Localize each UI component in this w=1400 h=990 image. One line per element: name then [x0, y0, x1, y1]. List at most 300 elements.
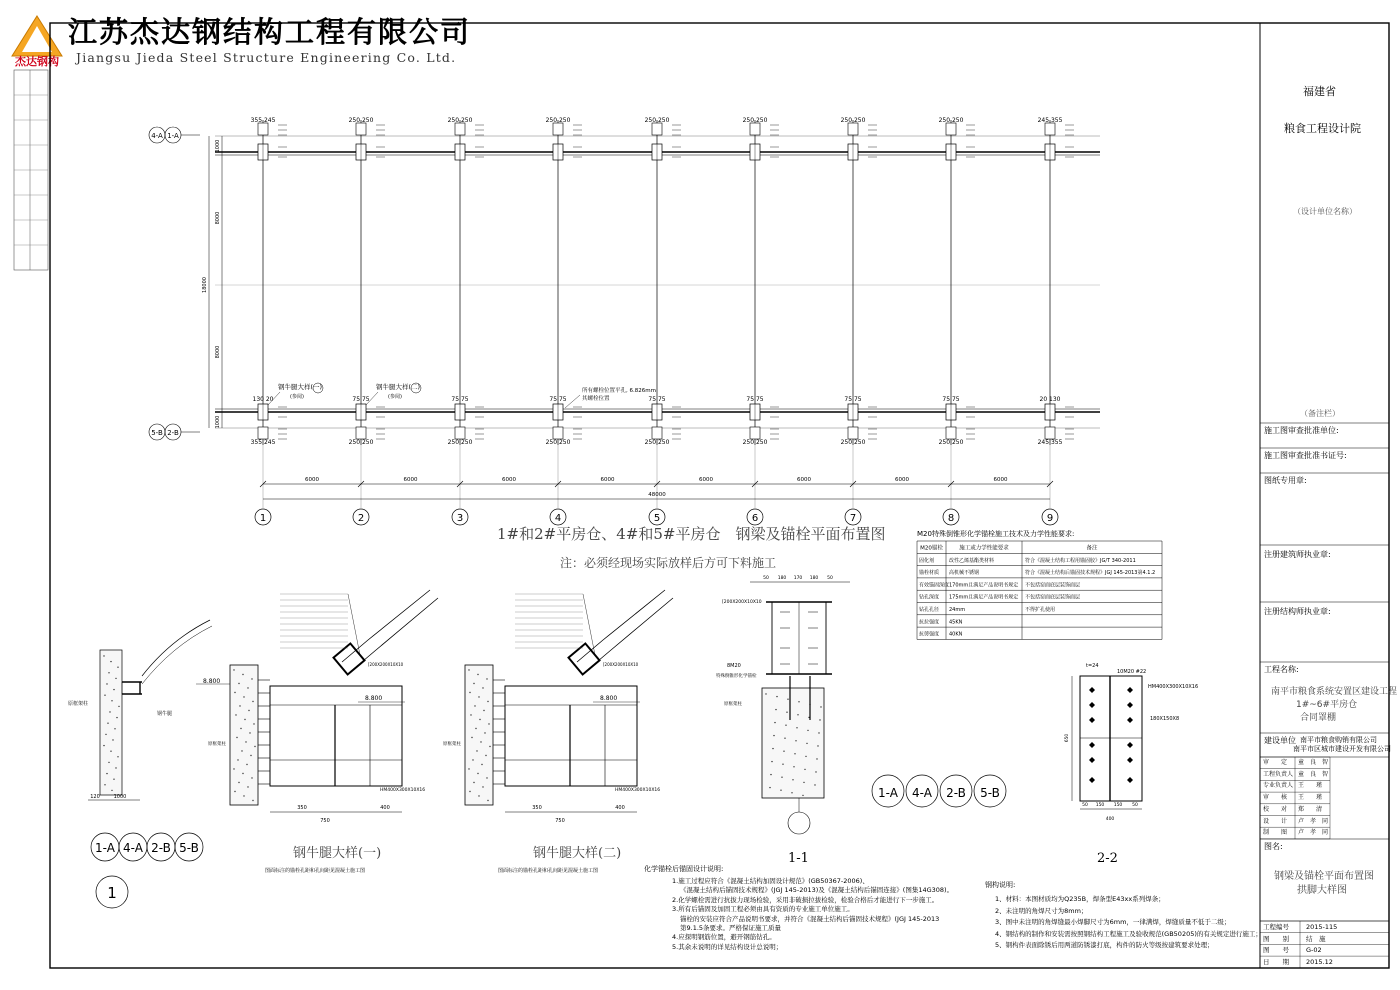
bolt-symbol: [1127, 742, 1133, 748]
concrete-dot: [242, 773, 243, 774]
bolt-plate: [652, 427, 662, 439]
bracket-2-frame: [505, 686, 637, 786]
bolt-table-cell: 40KN: [949, 631, 963, 638]
concrete-dot: [118, 706, 119, 707]
tb-project-name-3: 合同罩棚: [1300, 713, 1337, 723]
tb-role-4: 校 对: [1263, 805, 1288, 813]
concrete-dot: [483, 710, 484, 711]
concrete-dot: [117, 667, 118, 668]
top-bolt-dim: 355 245: [250, 117, 276, 124]
concrete-dot: [244, 719, 245, 720]
tb-project-name-2: 1#~6#平房仓: [1296, 700, 1358, 710]
concrete-dot: [774, 722, 775, 723]
tb-client-2: 南平市区城市建设开发有限公司: [1293, 745, 1391, 753]
bay-dim: 6000: [895, 477, 909, 483]
concrete-dot: [770, 774, 771, 775]
concrete-dot: [250, 755, 251, 756]
concrete-dot: [781, 777, 782, 778]
tb-drawing-name-2: 拱脚大样图: [1297, 885, 1347, 896]
axis-number-9: 9: [1046, 513, 1054, 524]
bay-dim: 6000: [699, 477, 713, 483]
concrete-dot: [252, 701, 253, 702]
bolt-table-cell: 固化剂: [919, 557, 935, 564]
bolt-table-cell: 不包括窑面底层装饰面层: [1025, 594, 1081, 601]
tb-role-5: 设 计: [1263, 817, 1288, 825]
concrete-dot: [792, 779, 793, 780]
bottom-bolt-dim: 250 250: [545, 439, 571, 446]
concrete-dot: [469, 692, 470, 693]
bolt-symbol: [1127, 717, 1133, 723]
mid-bolt-dim: 130 20: [252, 396, 274, 403]
concrete-dot: [797, 714, 798, 715]
dim: 1000: [113, 794, 127, 800]
detail-row-label: 1-A: [95, 841, 115, 855]
concrete-dot: [795, 740, 796, 741]
top-bolt-dim: 250 250: [348, 117, 374, 124]
concrete-dot: [815, 771, 816, 772]
concrete-dot: [803, 782, 804, 783]
bolt-plate: [1045, 427, 1055, 439]
bolt-table-cell: 改性乙烯基酯类材料: [949, 557, 995, 564]
tb-review-unit: 施工图审查批准单位:: [1264, 426, 1339, 435]
tb-meta-val-0: 2015-115: [1306, 923, 1338, 931]
concrete-dot: [489, 746, 490, 747]
concrete-dot: [482, 687, 483, 688]
axis-number-6: 6: [751, 513, 759, 524]
concrete-dot: [111, 790, 112, 791]
concrete-dot: [470, 714, 471, 715]
tb-meta-key-0: 工程编号: [1263, 923, 1289, 931]
bolt-symbol: [1089, 702, 1095, 708]
steel-note-line-0: 1、材料：本图材质均为Q235B，焊条型E43xx系列焊条；: [995, 895, 1165, 903]
bay-dim: 6000: [403, 477, 418, 483]
section-row-label: 5-B: [980, 786, 1000, 800]
tb-institute: 粮食工程设计院: [1284, 122, 1361, 135]
concrete-dot: [106, 683, 107, 684]
bracket-2-column: [465, 665, 493, 805]
concrete-dot: [786, 712, 787, 713]
concrete-dot: [477, 674, 478, 675]
concrete-dot: [238, 782, 239, 783]
axis-circle-label: 1: [107, 884, 117, 902]
section-1-title: 1-1: [788, 851, 809, 866]
concrete-dot: [246, 764, 247, 765]
concrete-dot: [113, 779, 114, 780]
concrete-dot: [479, 719, 480, 720]
concrete-dot: [245, 741, 246, 742]
dim: 350: [532, 805, 542, 811]
tb-drawing-name-label: 图名:: [1264, 842, 1283, 851]
tb-role-name-1: 童 良 智: [1298, 770, 1329, 778]
axis-number-4: 4: [554, 513, 562, 524]
concrete-dot: [793, 766, 794, 767]
bolt-plate: [652, 123, 662, 135]
concrete-dot: [108, 762, 109, 763]
vert-dim: 1000: [215, 139, 221, 153]
concrete-dot: [486, 777, 487, 778]
bottom-row-label-b: 2-B: [167, 429, 179, 437]
concrete-dot: [817, 745, 818, 746]
bolt-plate: [455, 123, 465, 135]
dim: 180: [809, 576, 819, 581]
concrete-dot: [787, 699, 788, 700]
dim: 150: [1095, 803, 1105, 808]
bolt-symbol: [1127, 757, 1133, 763]
dim: 50: [1132, 803, 1138, 808]
steel-note-line-3: 4、钢结构的制作和安装需按照钢结构工程施工及验收规范(GB50205)的有关规定进行施工；: [995, 929, 1262, 938]
bolt-symbol: [1089, 717, 1095, 723]
bolt-table-cell: 抗剪强度: [919, 631, 940, 638]
concrete-dot: [247, 786, 248, 787]
mid-bolt-dim: 75 75: [746, 396, 764, 403]
bolt-plate: [258, 123, 268, 135]
concrete-dot: [234, 692, 235, 693]
axis-number-2: 2: [357, 513, 365, 524]
tb-client-label: 建设单位: [1264, 736, 1296, 745]
bolt-symbol: [1089, 777, 1095, 783]
concrete-dot: [804, 769, 805, 770]
dim: 120: [90, 794, 100, 800]
detail-row-label: 4-A: [123, 841, 143, 855]
bracket-1-hm: HM400X300X10X16: [380, 788, 426, 793]
chem-note-line-1: 《混凝土结构后锚固技术规程》(JGJ 145-2013)及《混凝土结构后锚固连接》(图集14G308)。: [680, 886, 954, 895]
bolt-plate: [1045, 123, 1055, 135]
vert-dim: 8000: [215, 211, 221, 225]
concrete-dot: [771, 761, 772, 762]
top-row-label-b: 1-A: [167, 132, 179, 140]
beam-note-2: 其螺栓位置: [582, 396, 610, 402]
mid-bolt-dim: 75 75: [844, 396, 862, 403]
bolt-table-cell: 24mm: [949, 607, 966, 613]
concrete-dot: [112, 739, 113, 740]
bolt-table-cell: 45KN: [949, 619, 963, 626]
tb-role-name-6: 卢 孝 同: [1298, 829, 1329, 837]
tb-drawing-name-1: 钢梁及锚栓平面布置图: [1274, 871, 1374, 882]
concrete-dot: [117, 756, 118, 757]
bottom-bolt-dim: 250 250: [938, 439, 964, 446]
tb-meta-key-2: 图 号: [1263, 946, 1289, 955]
bolt-table-cell: 符合《混凝土结构工程用锚固胶》JG/T 340-2011: [1025, 557, 1136, 564]
tb-role-0: 审 定: [1263, 759, 1288, 766]
steel-note-line-2: 3、图中未注明的角焊缝最小焊脚尺寸为6mm，一律满焊，焊缝质量不低于二级；: [995, 918, 1231, 926]
chem-note-line-6: 4.应探明钢筋位置，避开钢筋钻孔。: [672, 933, 776, 942]
concrete-dot: [468, 669, 469, 670]
bracket-2-elev: 8.800: [600, 695, 618, 702]
concrete-dot: [238, 683, 239, 684]
concrete-dot: [106, 773, 107, 774]
bay-dim: 6000: [797, 477, 811, 483]
bolt-symbol: [1089, 687, 1095, 693]
callout-1: 钢牛腿大样(一): [278, 383, 323, 391]
concrete-dot: [488, 723, 489, 724]
detail-2-note: 图面标注的锚栓孔距和孔间距见混凝土施工图: [498, 868, 599, 874]
bolt-table-title: M20特殊倒锥形化学锚栓施工技术及力学性能要求:: [917, 530, 1075, 538]
concrete-dot: [776, 696, 777, 697]
mid-bolt-dim: 75 75: [352, 396, 370, 403]
concrete-dot: [472, 759, 473, 760]
concrete-dot: [109, 711, 110, 712]
bolt-plate: [848, 427, 858, 439]
top-bolt-dim: 250 250: [840, 117, 866, 124]
bracket-2-wall: 原框架柱: [443, 742, 461, 747]
section-row-label: 4-A: [912, 786, 932, 800]
concrete-dot: [487, 800, 488, 801]
bay-dim: 6000: [993, 477, 1008, 483]
concrete-dot: [473, 683, 474, 684]
callout-2-sub: (参阅): [388, 394, 402, 400]
bolt-symbol: [1089, 757, 1095, 763]
concrete-dot: [234, 791, 235, 792]
vert-dim: 18000: [202, 277, 208, 293]
bolt-plate: [553, 427, 563, 439]
chem-note-line-7: 5.其余未说明的详见结构设计总说明；: [672, 942, 783, 951]
wall-label: 原框架柱: [68, 701, 89, 707]
plan-title: 1#和2#平房仓、4#和5#平房仓 钢梁及锚栓平面布置图: [497, 525, 886, 543]
section-1-pl: [200X200X10X10: [722, 600, 762, 605]
bottom-bolt-dim: 250 250: [447, 439, 473, 446]
section-2-plate: [1080, 676, 1142, 801]
concrete-dot: [103, 655, 104, 656]
concrete-dot: [782, 764, 783, 765]
concrete-dot: [484, 732, 485, 733]
bolt-plate: [750, 427, 760, 439]
section-1-bolt-desc: 特殊倒锥形化学锚栓: [716, 674, 757, 679]
concrete-dot: [805, 756, 806, 757]
concrete-dot: [113, 689, 114, 690]
section-1-bolts: 8M20: [727, 663, 741, 669]
detail-1-note: 图面标注的锚栓孔距和孔间距见混凝土施工图: [265, 868, 366, 874]
bolt-symbol: [1127, 687, 1133, 693]
tb-province: 福建省: [1303, 85, 1336, 98]
tb-role-name-3: 王 瑾: [1298, 794, 1323, 802]
tb-role-1: 工程负责人: [1263, 770, 1294, 778]
tb-meta-key-3: 日 期: [1263, 958, 1289, 967]
concrete-dot: [482, 786, 483, 787]
bolt-spec-table: [917, 529, 1162, 639]
tb-project-name-1: 南平市粮食系统安置区建设工程: [1271, 687, 1398, 697]
axis-number-3: 3: [456, 513, 464, 524]
concrete-dot: [110, 751, 111, 752]
title-block: [1260, 23, 1389, 968]
concrete-dot: [775, 709, 776, 710]
concrete-dot: [480, 741, 481, 742]
concrete-dot: [239, 705, 240, 706]
axis-number-7: 7: [849, 513, 857, 524]
bottom-bolt-dim: 355 245: [250, 439, 276, 446]
mid-bolt-dim: 75 75: [549, 396, 567, 403]
concrete-dot: [104, 784, 105, 785]
bolt-table-cell: 钻孔孔径: [919, 607, 940, 613]
dim: 400: [1105, 817, 1115, 822]
mid-bolt-dim: 75 75: [942, 396, 960, 403]
tb-meta-val-2: G-02: [1306, 946, 1322, 955]
concrete-dot: [814, 784, 815, 785]
bay-dim: 6000: [502, 477, 516, 483]
concrete-dot: [254, 746, 255, 747]
section-2-pl: 180X150X8: [1150, 716, 1180, 722]
bottom-bolt-dim: 250 250: [840, 439, 866, 446]
concrete-dot: [476, 750, 477, 751]
concrete-dot: [116, 717, 117, 718]
chem-note-line-3: 3.所有后锚固及加固工程必须由具有资质的专业施工单位施工。: [672, 905, 854, 914]
top-bolt-dim: 250 250: [938, 117, 964, 124]
bolt-table-cell: 175mm且满足产品说明书规定: [949, 594, 1019, 601]
section-1-wall: 原框架柱: [724, 702, 742, 707]
bracket-1-frame: [270, 686, 402, 786]
concrete-dot: [233, 768, 234, 769]
concrete-dot: [110, 661, 111, 662]
tb-stamp: 图纸专用章:: [1264, 476, 1307, 485]
bottom-bolt-dim: 250 250: [742, 439, 768, 446]
bay-dim: 6000: [600, 477, 615, 483]
elevation-label: 8.800: [203, 678, 221, 685]
bracket-1-plate: [334, 644, 365, 675]
concrete-dot: [249, 732, 250, 733]
chem-note-line-5: 第9.1.5条要求。严格保证施工质量: [680, 924, 782, 932]
bolt-table-cell: 不得扩孔使用: [1025, 607, 1056, 613]
detail-drawings: [68, 575, 1198, 908]
concrete-dot: [794, 753, 795, 754]
tb-meta-val-3: 2015.12: [1306, 958, 1333, 967]
bolt-symbol: [1127, 777, 1133, 783]
tb-architect: 注册建筑师执业章:: [1264, 550, 1331, 559]
axis-number-8: 8: [947, 513, 955, 524]
dim: 750: [320, 818, 330, 824]
section-2-bolts: 10M20 #22: [1117, 669, 1147, 675]
concrete-dot: [791, 792, 792, 793]
bolt-table-cell: 不包括窑面底层装饰面层: [1025, 582, 1081, 589]
bottom-bolt-dim: 250 250: [348, 439, 374, 446]
drawing-frame: [50, 23, 1389, 968]
section-1-circle: [788, 812, 810, 834]
top-bolt-dim: 245 355: [1037, 117, 1063, 124]
concrete-dot: [233, 669, 234, 670]
section-row-label: 2-B: [946, 786, 966, 800]
concrete-dot: [796, 727, 797, 728]
section-2-title: 2-2: [1097, 851, 1118, 866]
top-bolt-dim: 250 250: [644, 117, 670, 124]
concrete-dot: [783, 751, 784, 752]
tb-client-1: 南平市粮食购销有限公司: [1300, 736, 1377, 744]
bolt-table-header-2: 备注: [1086, 545, 1098, 552]
concrete-dot: [780, 790, 781, 791]
tb-engineer: 注册结构师执业章:: [1264, 607, 1331, 616]
axis-number-5: 5: [653, 513, 661, 524]
bolt-plate: [455, 427, 465, 439]
section-2-hm: HM400X300X10X16: [1148, 684, 1199, 690]
tb-remarks: （备注栏）: [1300, 409, 1340, 418]
concrete-dot: [798, 701, 799, 702]
vert-dim: 8000: [215, 345, 221, 359]
tb-role-name-0: 童 良 智: [1298, 759, 1329, 766]
bolt-plate: [356, 427, 366, 439]
arch-curve-2: [142, 626, 212, 684]
concrete-dot: [478, 696, 479, 697]
section-1-pier: [762, 688, 824, 798]
concrete-dot: [115, 678, 116, 679]
axis-number-1: 1: [259, 513, 267, 524]
dim: 170: [793, 576, 803, 581]
concrete-dot: [481, 764, 482, 765]
concrete-dot: [114, 728, 115, 729]
bracket-1-rafter: [342, 590, 430, 662]
tb-role-2: 专业负责人: [1263, 782, 1294, 790]
bolt-table-cell: 抗拉强度: [919, 619, 940, 626]
mid-bolt-dim: 75 75: [451, 396, 469, 403]
beam-label: 钢牛腿: [157, 711, 173, 717]
concrete-dot: [806, 743, 807, 744]
detail-row-label: 5-B: [179, 841, 199, 855]
concrete-dot: [104, 695, 105, 696]
bolt-plate: [258, 427, 268, 439]
dim: 50: [827, 576, 833, 581]
bolt-plate: [946, 123, 956, 135]
mid-bolt-dim: 75 75: [648, 396, 666, 403]
concrete-dot: [765, 693, 766, 694]
concrete-dot: [478, 795, 479, 796]
tb-review-cert: 施工图审查批准书证号:: [1264, 451, 1347, 460]
dim: 750: [555, 818, 565, 824]
top-row-label-a: 4-A: [151, 132, 163, 140]
steel-note-line-1: 2、未注明的角焊尺寸为8mm；: [995, 906, 1088, 915]
chem-note-line-4: 锚栓的安装应符合产品说明书要求，并符合《混凝土结构后锚固技术规程》(JGJ 145-2013: [680, 914, 940, 923]
concrete-dot: [819, 719, 820, 720]
concrete-dot: [253, 723, 254, 724]
bottom-bolt-dim: 250 250: [644, 439, 670, 446]
concrete-dot: [240, 728, 241, 729]
concrete-dot: [251, 678, 252, 679]
bolt-table-cell: 有效锚固深度: [919, 582, 950, 589]
bolt-plate: [946, 427, 956, 439]
total-dim: 48000: [648, 492, 666, 498]
callout-1-sub: (参阅): [290, 394, 304, 400]
concrete-dot: [108, 672, 109, 673]
section-2-thickness: t=24: [1086, 663, 1099, 669]
detail-row-label: 2-B: [151, 841, 171, 855]
tb-role-6: 制 图: [1263, 829, 1288, 837]
arch-curve: [142, 620, 210, 676]
top-bolt-dim: 250 250: [545, 117, 571, 124]
concrete-dot: [235, 714, 236, 715]
bolt-plate: [553, 123, 563, 135]
dim: 50: [1082, 803, 1088, 808]
bracket-2-rafter: [577, 590, 665, 662]
bolt-table-cell: 钻孔深度: [919, 594, 940, 601]
concrete-dot: [252, 800, 253, 801]
tb-design-unit: （设计单位名称）: [1293, 207, 1357, 216]
concrete-dot: [243, 795, 244, 796]
concrete-dot: [236, 737, 237, 738]
callout-2: 钢牛腿大样(二): [376, 383, 421, 391]
detail-2-title: 钢牛腿大样(二): [533, 846, 622, 861]
concrete-dot: [487, 701, 488, 702]
concrete-dot: [784, 738, 785, 739]
concrete-dot: [773, 735, 774, 736]
concrete-dot: [816, 758, 817, 759]
bottom-row-label-a: 5-B: [151, 429, 163, 437]
concrete-dot: [474, 705, 475, 706]
dim: 400: [380, 805, 390, 811]
tb-role-name-2: 王 瑾: [1298, 782, 1323, 790]
concrete-dot: [111, 700, 112, 701]
bolt-table-cell: 170mm且满足产品说明书规定: [949, 582, 1019, 589]
concrete-dot: [243, 696, 244, 697]
company-name-en: Jiangsu Jieda Steel Structure Engineering Co. Ltd.: [76, 50, 457, 65]
concrete-dot: [802, 795, 803, 796]
section-row-label: 1-A: [878, 786, 898, 800]
company-name-cn: 江苏杰达钢结构工程有限公司: [68, 15, 472, 49]
bolt-plate: [750, 123, 760, 135]
